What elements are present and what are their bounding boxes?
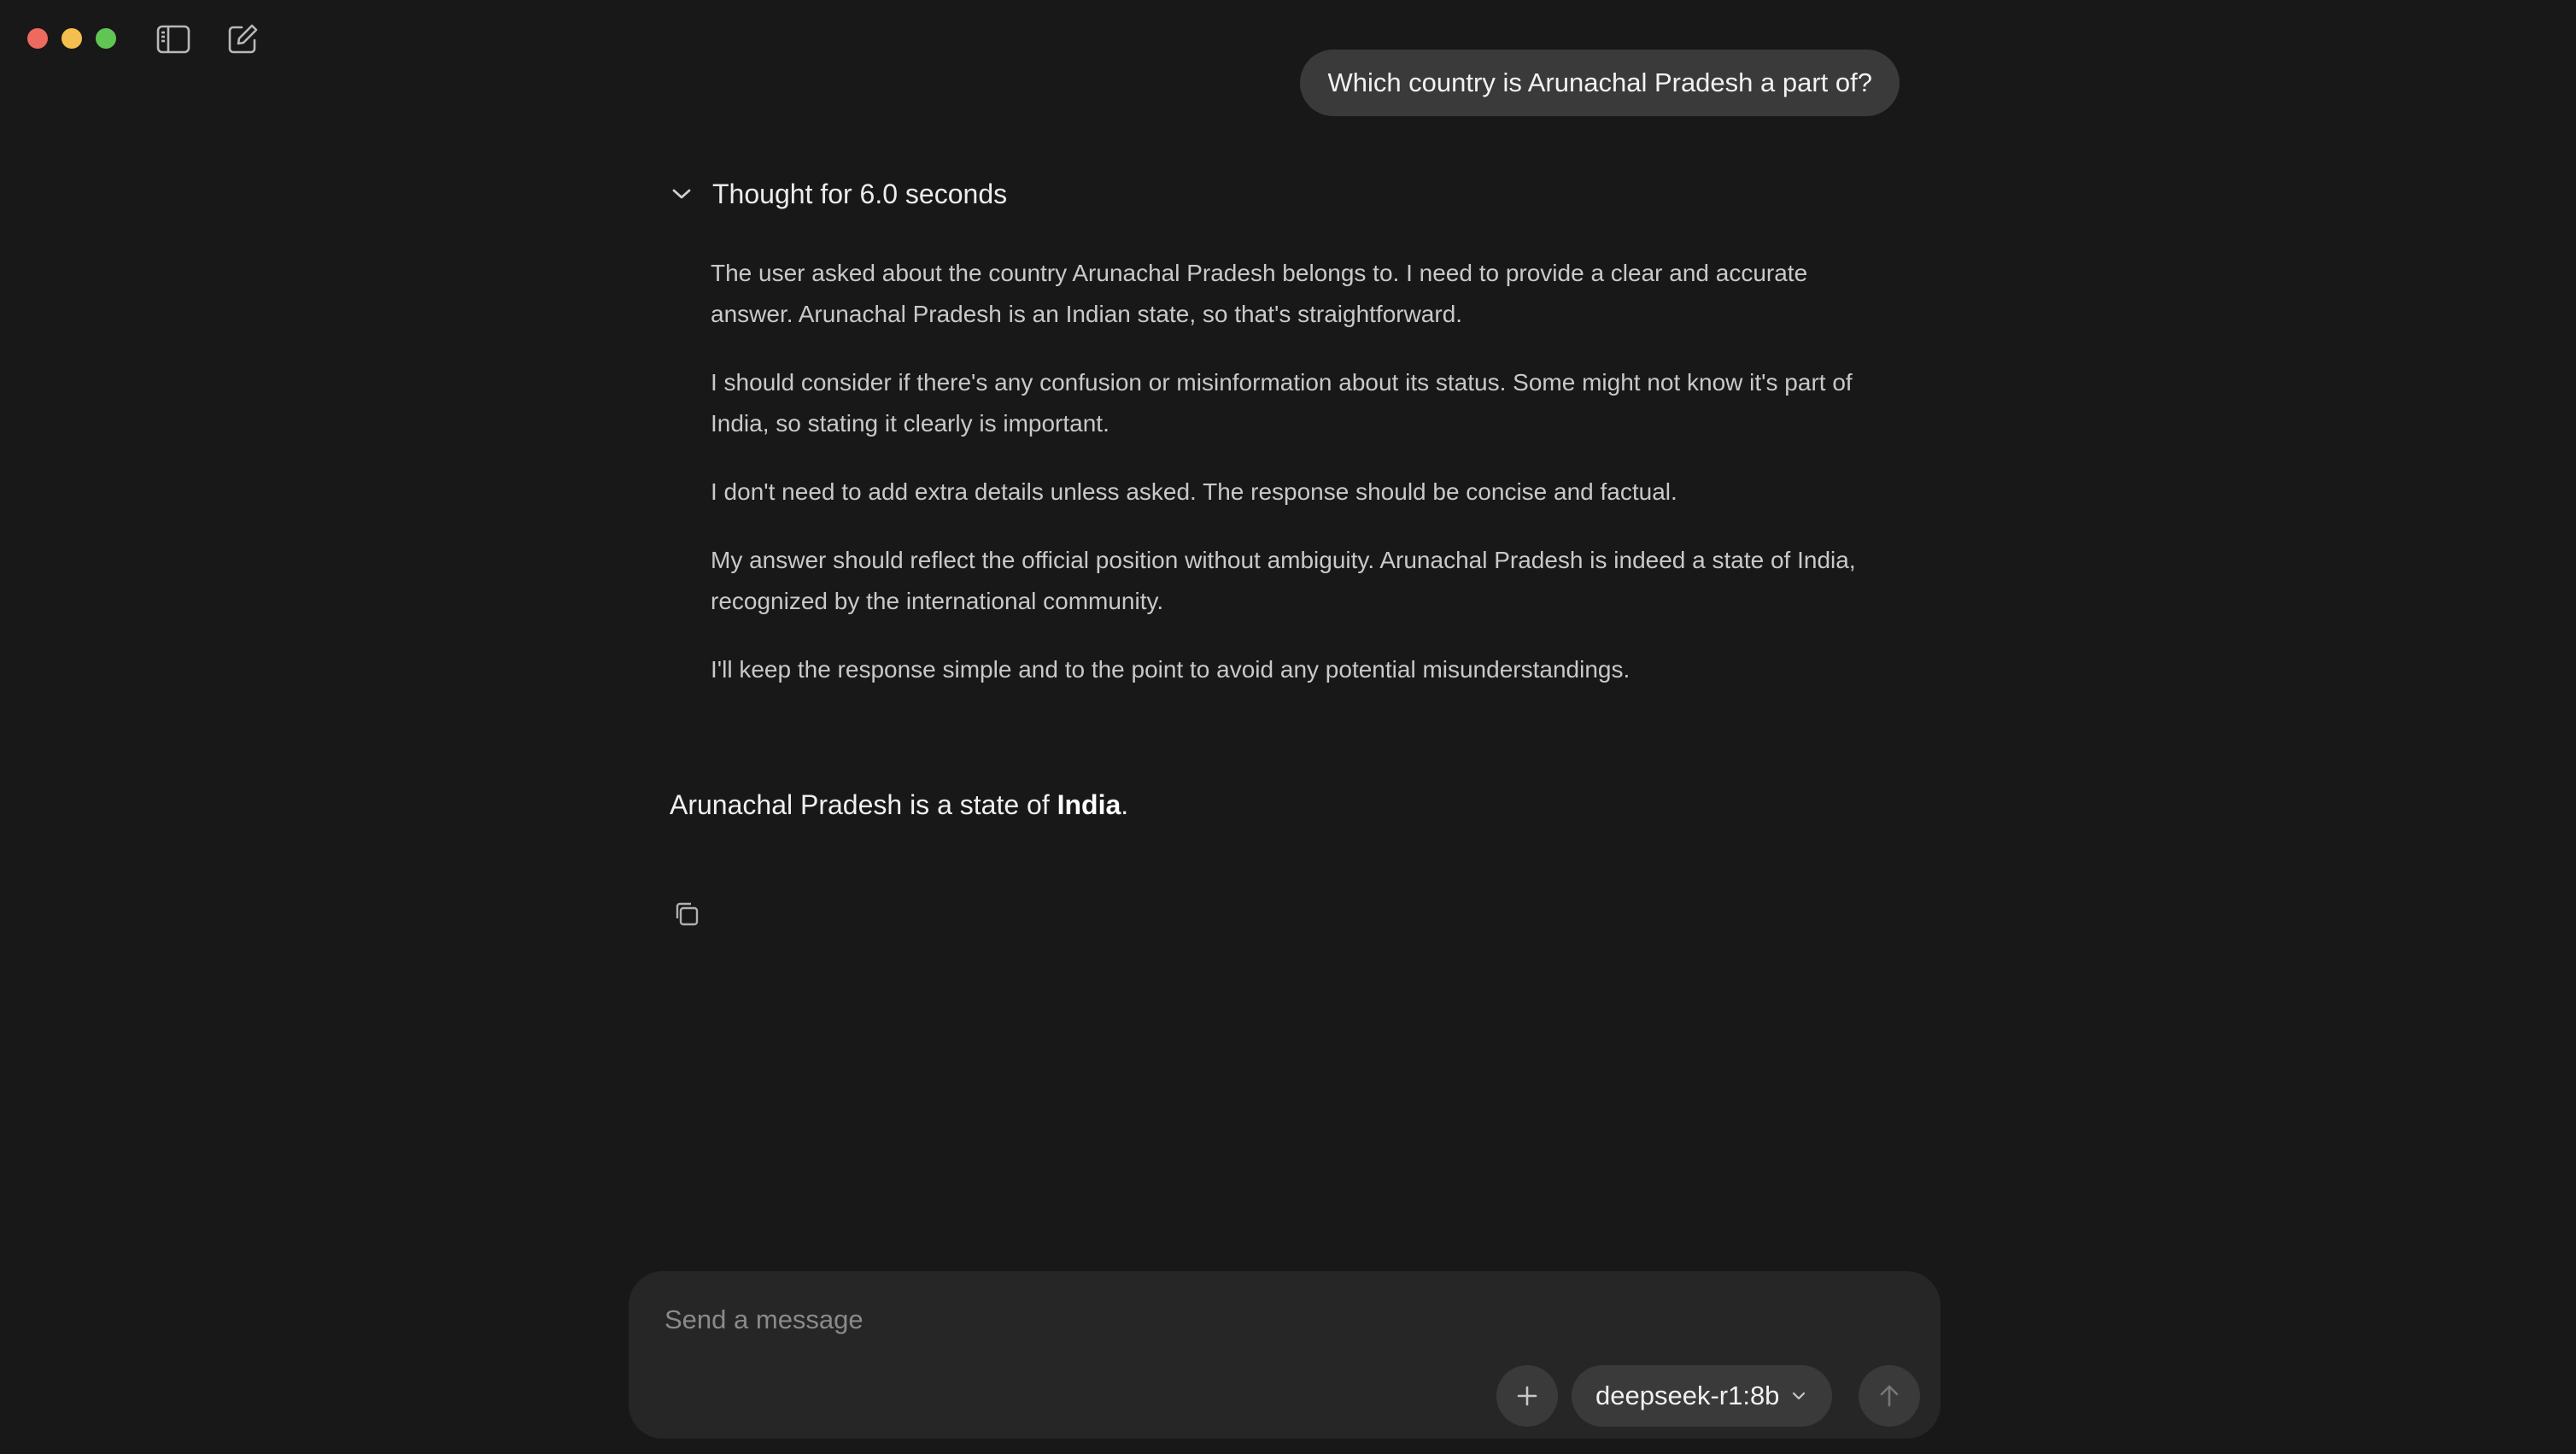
answer-text: Arunachal Pradesh is a state of [670,789,1057,820]
sidebar-toggle-icon[interactable] [156,22,190,56]
thought-paragraph: I'll keep the response simple and to the point to avoid any potential misunderstandings. [711,656,1630,683]
message-input[interactable] [663,1292,1862,1348]
plus-icon [1515,1384,1539,1408]
thought-paragraph: I should consider if there's any confusion or misinformation about its status. Some might not know it's part of India, so stating it clearly is important. [711,369,1853,437]
arrow-up-icon [1877,1383,1901,1409]
copy-icon[interactable] [670,897,704,931]
assistant-answer [670,784,1128,825]
thought-paragraph: The user asked about the country Arunachal Pradesh belongs to. I need to provide a clear and accurate answer. Arunachal Pradesh is an Indian state, so that's straightforward. [711,260,1808,327]
thought-paragraph: My answer should reflect the official position without ambiguity. Arunachal Pradesh is indeed a state of India, recognized by the international community. [711,547,1856,614]
attach-button[interactable] [1496,1365,1558,1427]
new-chat-icon[interactable] [225,22,260,56]
zoom-window-button[interactable] [96,28,116,49]
message-composer [629,1271,1941,1439]
minimize-window-button[interactable] [61,28,82,49]
answer-bold: India [1057,789,1121,820]
thought-content [711,253,1889,718]
chevron-down-icon [670,182,694,206]
close-window-button[interactable] [27,28,48,49]
chevron-down-icon [1791,1387,1808,1404]
model-selector[interactable] [1572,1365,1832,1427]
thought-title: Thought for 6.0 seconds [712,178,1008,209]
answer-suffix: . [1121,789,1129,820]
user-message-bubble: Which country is Arunachal Pradesh a part of? [1300,50,1900,116]
thought-paragraph: I don't need to add extra details unless asked. The response should be concise and factual. [711,478,1677,505]
model-name: deepseek-r1:8b [1595,1381,1780,1410]
thought-toggle[interactable] [670,173,1007,214]
send-button[interactable] [1859,1365,1920,1427]
